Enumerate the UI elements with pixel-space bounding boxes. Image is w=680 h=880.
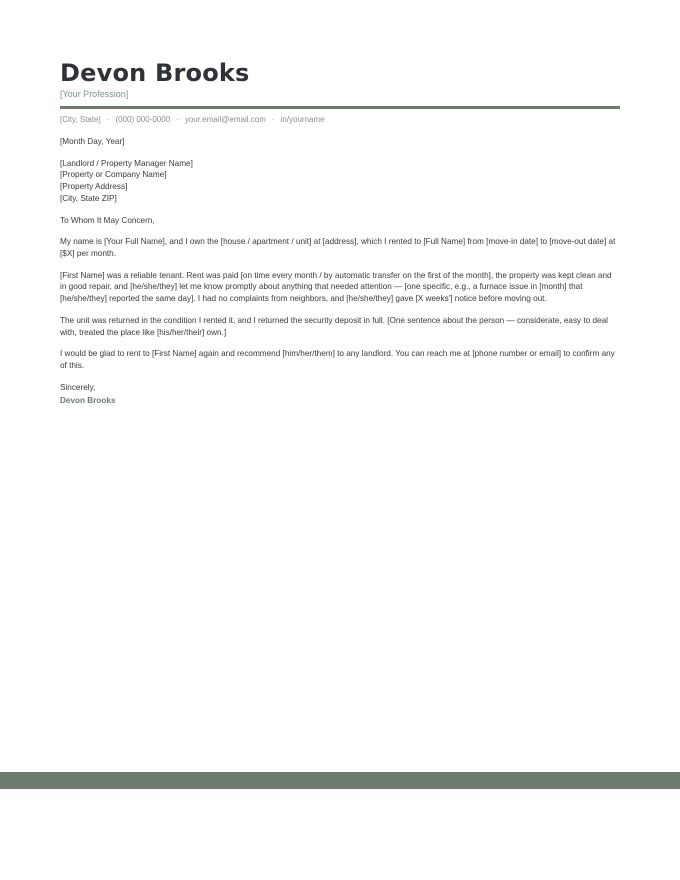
recipient-city: [City, State ZIP]	[60, 193, 117, 203]
letter-page	[60, 58, 620, 417]
contact-separator: ·	[176, 115, 179, 124]
contact-email: your.email@email.com	[184, 115, 266, 124]
salutation: To Whom It May Concern,	[60, 215, 155, 225]
sender-profession: [Your Profession]	[60, 89, 129, 99]
contact-separator: ·	[271, 115, 275, 124]
closing: Sincerely,	[60, 382, 96, 392]
header-divider	[60, 106, 620, 109]
letter-date: [Month Day, Year]	[60, 137, 125, 146]
contact-line	[60, 114, 620, 125]
body-paragraph: My name is [Your Full Name], and I own the [house / apartment / unit] at [address], which I rented to [Full Name] from [move-in date] to [move-out date] at [$X] per month.	[60, 237, 616, 258]
recipient-name: [Landlord / Property Manager Name]	[60, 158, 193, 168]
footer-bar	[0, 772, 680, 789]
body-paragraph: The unit was returned in the condition I rented it, and I returned the security deposit in full. [One sentence about the person — considerate, easy to deal with, treated the place like [his/her/their] own.]	[60, 315, 608, 337]
sender-name: Devon Brooks	[60, 59, 250, 87]
contact-separator: ·	[106, 115, 110, 124]
signature-name: Devon Brooks	[60, 396, 116, 406]
recipient-address: [Property Address]	[60, 182, 128, 192]
contact-linkedin: in/yourname	[280, 115, 325, 124]
letter-body	[60, 136, 620, 407]
contact-phone: (000) 000-0000	[115, 115, 171, 124]
contact-location: [City, State]	[60, 115, 101, 124]
recipient-company: [Property or Company Name]	[60, 170, 167, 180]
recipient-block	[60, 158, 620, 205]
body-paragraph: [First Name] was a reliable tenant. Rent was paid [on time every month / by automatic transfer on the first of the month], the property was kept clean and in good repair, and [he/she/they] let me know promptly about anything that needed attention — [one specific, e.g., a furnace issue in [month] that [he/she/they] reported the same day]. I had no complaints from neighbors, and [he/she/they] gave [X weeks'] notice before moving out.	[60, 270, 612, 304]
body-paragraph: I would be glad to rent to [First Name] again and recommend [him/her/them] to any landlord. You can reach me at [phone number or email] to confirm any of this.	[60, 349, 615, 370]
